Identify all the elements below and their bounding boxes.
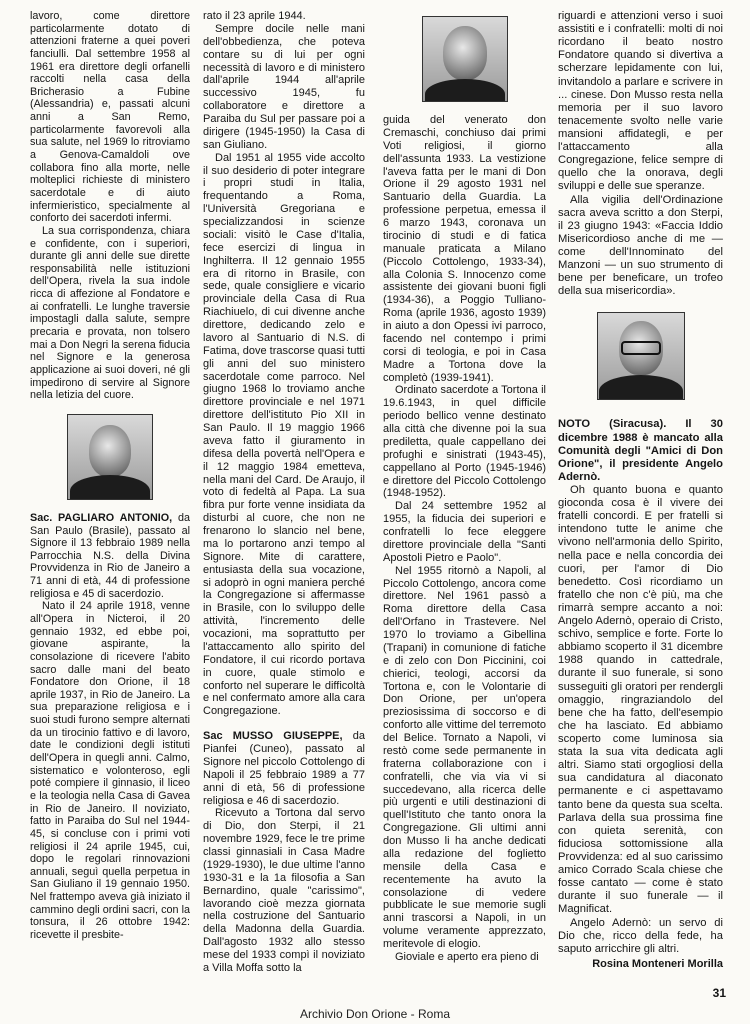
obituary-heading bbox=[203, 730, 365, 807]
portrait-body bbox=[599, 375, 683, 400]
paragraph: Ordinato sacerdote a Tortona il 19.6.1943, in quel difficile periodo bellico venne destinato alla città che divenne poi la sua prediletta, quale cappellano dei profughi e sinistrati (1943-45), cappellano al Porto (1945-1946) e direttore del Piccolo Cottolengo (1948-1952). bbox=[383, 384, 546, 500]
portrait-photo-aderno bbox=[597, 312, 685, 400]
portrait-body bbox=[70, 475, 150, 500]
obituary-heading bbox=[30, 512, 190, 600]
paragraph: Oh quanto buona e quanto gioconda cosa è il vivere dei fratelli concordi. E per fratelli si intendono tutte le anime che vivono nell'armonia dello Spirito, nella pace e nella concordia dei cuori, per l'amor di Dio benedetto. Così ricordiamo un fratello che non c'è più, ma che rimarrà sempre accanto a noi: Angelo Adernò, operaio di Cristo, schivo, semplice e forte. Forte lo abbiamo scoperto il 31 dicembre 1988 quando in cattedrale, durante il suo funerale, si sono susseguiti gli oratori per rendergli omaggio, ringraziandolo del bene che ha fatto, dell'esempio che ha lasciato. Ed abbiamo scoperto come luminosa sia stata la sua vita dedicata agli altri. Siamo stati orgogliosi della sua candidatura al diaconato permanente e ci aspettavamo tanto bene da questa sua scelta. Parlava della sua prossima fine con quieta serenità, con fiduciosa sottomissione alla Provvidenza: ed al suo carissimo amico Corrado Scala chiese che fosse cantato — come è stato durante il suo funerale — il Magnificat. bbox=[558, 483, 723, 916]
paragraph: Dal 1951 al 1955 vide accolto il suo desiderio di poter integrare i propri studi in Italia, frequentando a Roma, l'Università Gregoriana e specializzandosi in scienze sociali: visitò le Case d'Italia, fece esercizi di lingua in Inghilterra. Il 12 gennaio 1955 era di ritorno in Brasile, con sede, quale consigliere e vicario provinciale della Casa di Rua Riachiuelo, di cui divenne anche direttore, dedicando zelo e lavoro al Santuario di N.S. di Fatima, dove trascorse quasi tutti gli anni del suo ministero sacerdotale come parroco. Nel giugno 1968 lo troviamo anche direttore provinciale e nel 1971 direttore dell'istituto Pio XII in San Paulo. Il 19 maggio 1966 aveva fatto il giuramento in difesa della povertà nell'Opera e il 12 maggio 1984 emetteva, nella mani del Card. De Araujo, il voto di fedeltà al Papa. La sua fibra pur forte venne insidiata da disturbi al cuore, che non ne frenarono lo slancio nel bene, ma lo portarono anzi tempo al Signore. Mite di carattere, entusiasta della sua vocazione, si adoprò in ogni maniera perché la Congregazione si affermasse in Brasile, con lo sviluppo delle attività, l'incremento delle vocazioni, ma soprattutto per l'attaccamento allo spirito del Fondatore, il cui ricordo portava in cuore, quale stimolo e conforto nel superare le difficoltà e nel confermato amore alla cara Congregazione. bbox=[203, 151, 366, 718]
paragraph: riguardi e attenzioni verso i suoi assistiti e i confratelli: molti di noi ricordano il beato nostro Fondatore quando si divertiva a scherzare lepidamente con lui, invitandolo a parlare e scrivere in ... cinese. Don Musso resta nella memoria per il suo lavoro tenacemente svolto nelle varie mansioni affidategli, e per l'attaccamento alla Congregazione, felice sempre di quello che la onorava, degli sviluppi e delle sue speranze. bbox=[558, 10, 723, 193]
obituary-intro: da San Paulo (Brasile), passato al Signore il 13 febbraio 1989 nella Parrocchia N.S. della Divina Provvidenza in Rio de Janeiro a 71 anni di età, 44 di professione religiosa e 45 di sacerdozio. bbox=[30, 511, 190, 600]
portrait-body bbox=[425, 79, 505, 102]
column-4 bbox=[558, 10, 723, 971]
paragraph: Angelo Adernò: un servo di Dio che, ricco della fede, ha saputo arricchire gli altri. bbox=[558, 916, 723, 955]
portrait-photo-musso bbox=[422, 16, 508, 102]
page-number: 31 bbox=[712, 986, 726, 1000]
portrait-head bbox=[89, 425, 131, 477]
obituary-intro: da Pianfei (Cuneo), passato al Signore nel piccolo Cottolengo di Napoli il 25 febbraio 1989 a 77 anni di età, 56 di professione religiosa e 46 di sacerdozio. bbox=[203, 730, 365, 807]
archive-footer: Archivio Don Orione - Roma bbox=[299, 1007, 451, 1021]
paragraph: rato il 23 aprile 1944. bbox=[203, 10, 306, 22]
portrait-head bbox=[443, 26, 487, 80]
column-2 bbox=[203, 10, 365, 975]
column-3 bbox=[383, 10, 546, 964]
paragraph: lavoro, come direttore particolarmente dotato di attenzioni fraterne a quei poveri fanciulli. Dal settembre 1958 al 1961 era direttore degli orfanelli raccolti nella casa della Bricherasio a Fubine (Alessandria) e, passati alcuni anni a San Remo, particolarmente favorevoli alla sua salute, nel 1969 lo ritroviamo a Genova-Camaldoli ove collabora fino alla morte, nelle molteplici richieste di ministero sacerdotale e di aiuto infermieristico, specialmente al conforto dei sacerdoti infermi. bbox=[30, 10, 190, 225]
paragraph: Alla vigilia dell'Ordinazione sacra aveva scritto a don Sterpi, il 23 giugno 1943: «Faccia Iddio Misericordioso anche di me — come dell'Innominato del Manzoni — un suo strumento di bene per beneficare, un trofeo della sua misericordia». bbox=[558, 193, 723, 298]
paragraph: Ricevuto a Tortona dal servo di Dio, don Sterpi, il 21 novembre 1929, fece le tre prime classi ginnasiali in Casa Madre (1929-1930), le due ultime l'anno 1930-31 e la 1a filosofia a San Bernardino, quale "carissimo", lavorando cioè mezza giornata nella costruzione del Santuario della Madonna della Guardia. Dall'agosto 1932 allo stesso mese del 1933 compì il noviziato a Villa Moffa sotto la bbox=[203, 807, 365, 974]
paragraph: Sempre docile nelle mani dell'obbedienza, che poteva contare su di lui per ogni necessità di lavoro e di ministero dall'aprile 1944 all'aprile successivo 1945, fu collaboratore e direttore a Paraiba du Sul per passare poi a dirigere (1945-1950) la Casa di san Giuliano. bbox=[203, 22, 365, 151]
portrait-photo-pagliaro bbox=[67, 414, 153, 500]
paragraph: Nel 1955 ritornò a Napoli, al Piccolo Cottolengo, ancora come direttore. Nel 1961 passò a Roma direttore della Casa dell'Orfano in Trastevere. Nel 1970 lo troviamo a Gibellina (Trapani) in comunione di fatiche e di zelo con Don Piccinini, coi chierici, teologi, accorsi da Tortona e, con le Volontarie di Don Orione, per un'opera preziosissima di soccorso e di conforto alle vittime del terremoto del Belice. Tornato a Napoli, vi restò come sede permanente in fraterna collaborazione con i confratelli, che via via vi si succedevano, alla ricerca delle più urgenti e utili destinazioni di quell'Istituto che tanto onora la Congregazione. Gli ultimi anni don Musso li ha anche dedicati alla redazione del foglietto mensile della Casa e recentemente ha avuto la consolazione di vedere pubblicate le sue memorie sugli anni trascorsi a Napoli, in un volume veramente apprezzato, meritevole di elogio. bbox=[383, 564, 546, 950]
paragraph: Nato il 24 aprile 1918, venne all'Opera in Nicteroi, il 20 gennaio 1932, ed ebbe poi, giovane aspirante, la consolazione di ricevere l'abito sacro dalle mani del beato Fondatore don Orione, il 18 aprile 1937, in Rio de Janeiro. La sua preparazione religiosa e i suoi studi furono sempre alternati da un tirocinio fattivo e di lavoro, date le condizioni degli istituti dell'Opera in quegli anni. Calmo, sistematico e volonteroso, egli poté compiere il ginnasio, il liceo e la teologia nella Casa di Gavea in Rio de Janeiro. Il noviziato, fatto in Paraiba do Sul nel 1944-45, si concluse con i primi voti religiosi il 24 aprile 1945, cui, dopo le regolari rinnovazioni annuali, seguì quella perpetua in San Giuliano il 19 gennaio 1950. Nel frattempo aveva già iniziato il cammino degli ordini sacri, con la tonsura, il 26 ottobre 1942: ricevette il presbite- bbox=[30, 600, 190, 941]
paragraph: Gioviale e aperto era pieno di bbox=[395, 950, 539, 963]
obituary-name: Sac. PAGLIARO ANTONIO, bbox=[30, 511, 173, 524]
obituary-heading: NOTO (Siracusa). Il 30 dicembre 1988 è mancato alla Comunità degli "Amici di Don Orione", il presidente Angelo Adernò. bbox=[558, 418, 723, 483]
glasses-icon bbox=[621, 341, 661, 355]
obituary-name: Sac MUSSO GIUSEPPE, bbox=[203, 730, 343, 743]
paragraph: Dal 24 settembre 1952 al 1955, la fiducia dei superiori e confratelli lo fece eleggere direttore provinciale della "Santi Apostoli Pietro e Paolo". bbox=[383, 500, 546, 564]
column-1 bbox=[30, 10, 190, 942]
paragraph: guida del venerato don Cremaschi, conchiuso dai primi Voti religiosi, il giorno dell'assunta 1933. La vestizione l'aveva fatta per le mani di Don Orione il 29 agosto 1931 nel Santuario della Guardia. La professione perpetua, emessa il 6 marzo 1943, coronava un tirocinio di studi e di fatica manuale praticata a Milano (Piccolo Cottolengo, 1933-34), alla Colonia S. Innocenzo come assistente dei giovani buoni figli (1934-36), a Poggio Tulliano-Roma (aprile 1936, agosto 1939) in aiuto a don Opessi ivi parroco, facendo nel contempo i primi corsi di teologia, e poi in Casa Madre a Tortona dove la completò (1939-1941). bbox=[383, 114, 546, 384]
author-signature: Rosina Monteneri Morilla bbox=[592, 957, 723, 970]
paragraph: La sua corrispondenza, chiara e confidente, con i superiori, durante gli anni delle sue dirette responsabilità nelle istituzioni dell'Opera, rivela la sua indole ricca di affezione al Fondatore e ai confratelli. Le lunghe traversie impostagli dalla salute, sempre precaria e provata, non tolsero mai a Don Negri la serena fiducia nel Signore e la generosa applicazione ai suoi doveri, né gli impedirono di servire al Signore nella letizia del cuore. bbox=[30, 224, 190, 402]
